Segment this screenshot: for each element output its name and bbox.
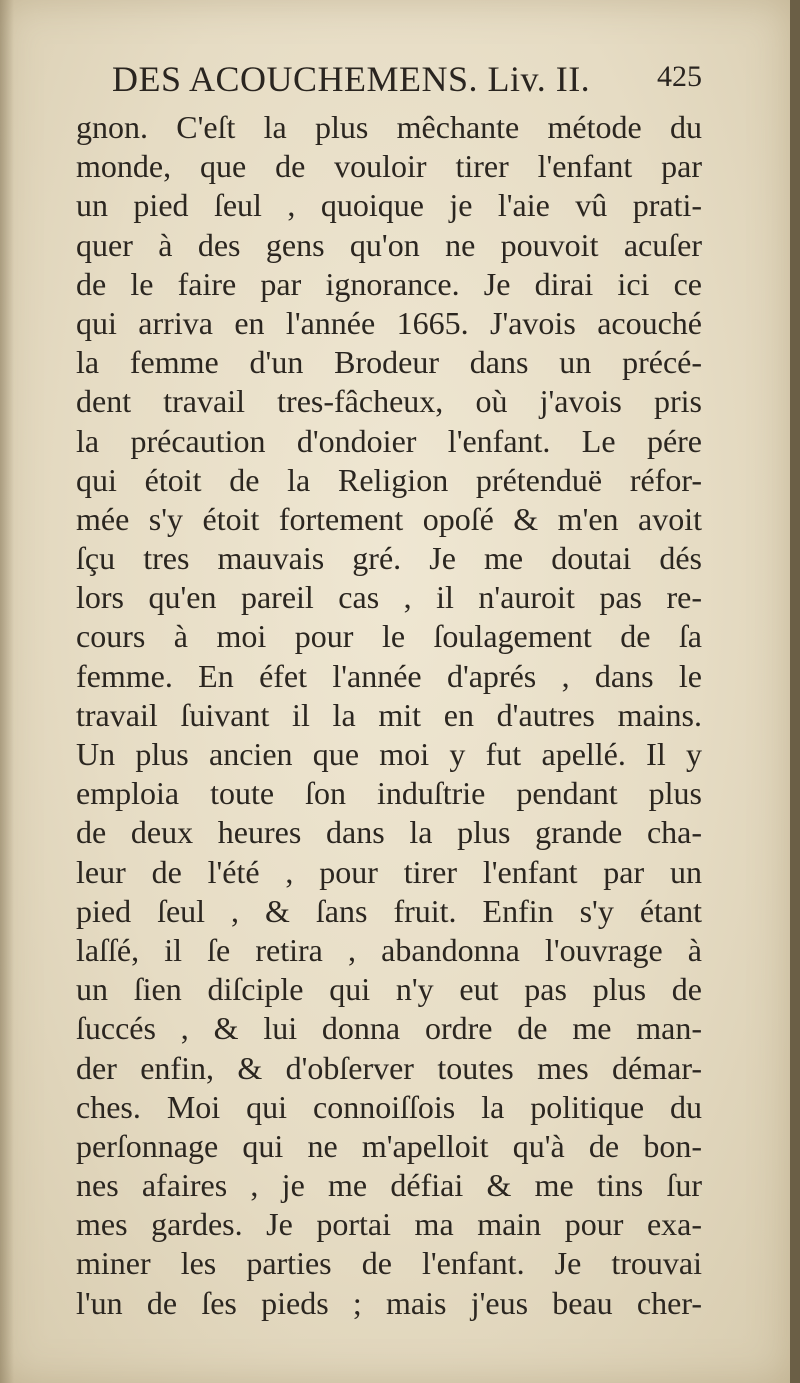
text-line: gnon. C'eſt la plus mêchante métode du [76,109,702,145]
text-line: mes gardes. Je portai ma main pour exa- [76,1206,702,1243]
page-edge [790,0,800,1383]
text-line: dent travail tres-fâcheux, où j'avois pris [76,383,702,420]
text-line: ches. Moi qui connoiſſois la politique du [76,1088,702,1125]
text-line: laſſé, il ſe retira , abandonna l'ouvrage à [76,931,702,968]
text-line: mée s'y étoit fortement opoſé & m'en avoit [76,500,702,537]
text-line: ſçu tres mauvais gré. Je me doutai dés [76,540,702,577]
text-line: quer à des gens qu'on ne pouvoit acuſer [76,226,702,263]
body-text [76,108,702,1323]
text-line: qui étoit de la Religion prétenduë réfor- [76,461,702,498]
running-header [112,58,702,104]
text-line: nes afaires , je me défiai & me tins ſur [76,1167,702,1204]
text-line: femme. En éfet l'année d'aprés , dans le [76,657,702,694]
text-line: emploia toute ſon induſtrie pendant plus [76,775,702,812]
text-line: la femme d'un Brodeur dans un précé- [76,344,702,381]
text-line: perſonnage qui ne m'apelloit qu'à de bon- [76,1127,702,1164]
text-line: un ſien diſciple qui n'y eut pas plus de [76,971,702,1008]
text-line: miner les parties de l'enfant. Je trouvai [76,1245,702,1282]
text-line: cours à moi pour le ſoulagement de ſa [76,618,702,655]
text-line: leur de l'été , pour tirer l'enfant par un [76,853,702,890]
text-line: qui arriva en l'année 1665. J'avois acouché [76,304,702,341]
text-line: de le faire par ignorance. Je dirai ici ce [76,265,702,302]
text-line: un pied ſeul , quoique je l'aie vû prati- [76,187,702,224]
text-line: Un plus ancien que moi y fut apellé. Il y [76,736,702,772]
running-title: DES ACOUCHEMENS. Liv. II. [112,59,591,99]
text-line: monde, que de vouloir tirer l'enfant par [76,148,702,185]
text-line: l'un de ſes pieds ; mais j'eus beau cher- [76,1284,702,1321]
text-line: de deux heures dans la plus grande cha- [76,814,702,851]
page-number: 425 [657,60,702,93]
text-line: der enfin, & d'obſerver toutes mes démar- [76,1049,702,1086]
text-line: travail ſuivant il la mit en d'autres mains. [76,696,702,733]
text-line: pied ſeul , & ſans fruit. Enfin s'y étant [76,892,702,929]
text-line: la précaution d'ondoier l'enfant. Le pére [76,422,702,459]
text-line: lors qu'en pareil cas , il n'auroit pas re- [76,579,702,616]
page-gutter-shadow [0,0,14,1383]
text-line: ſuccés , & lui donna ordre de me man- [76,1010,702,1047]
